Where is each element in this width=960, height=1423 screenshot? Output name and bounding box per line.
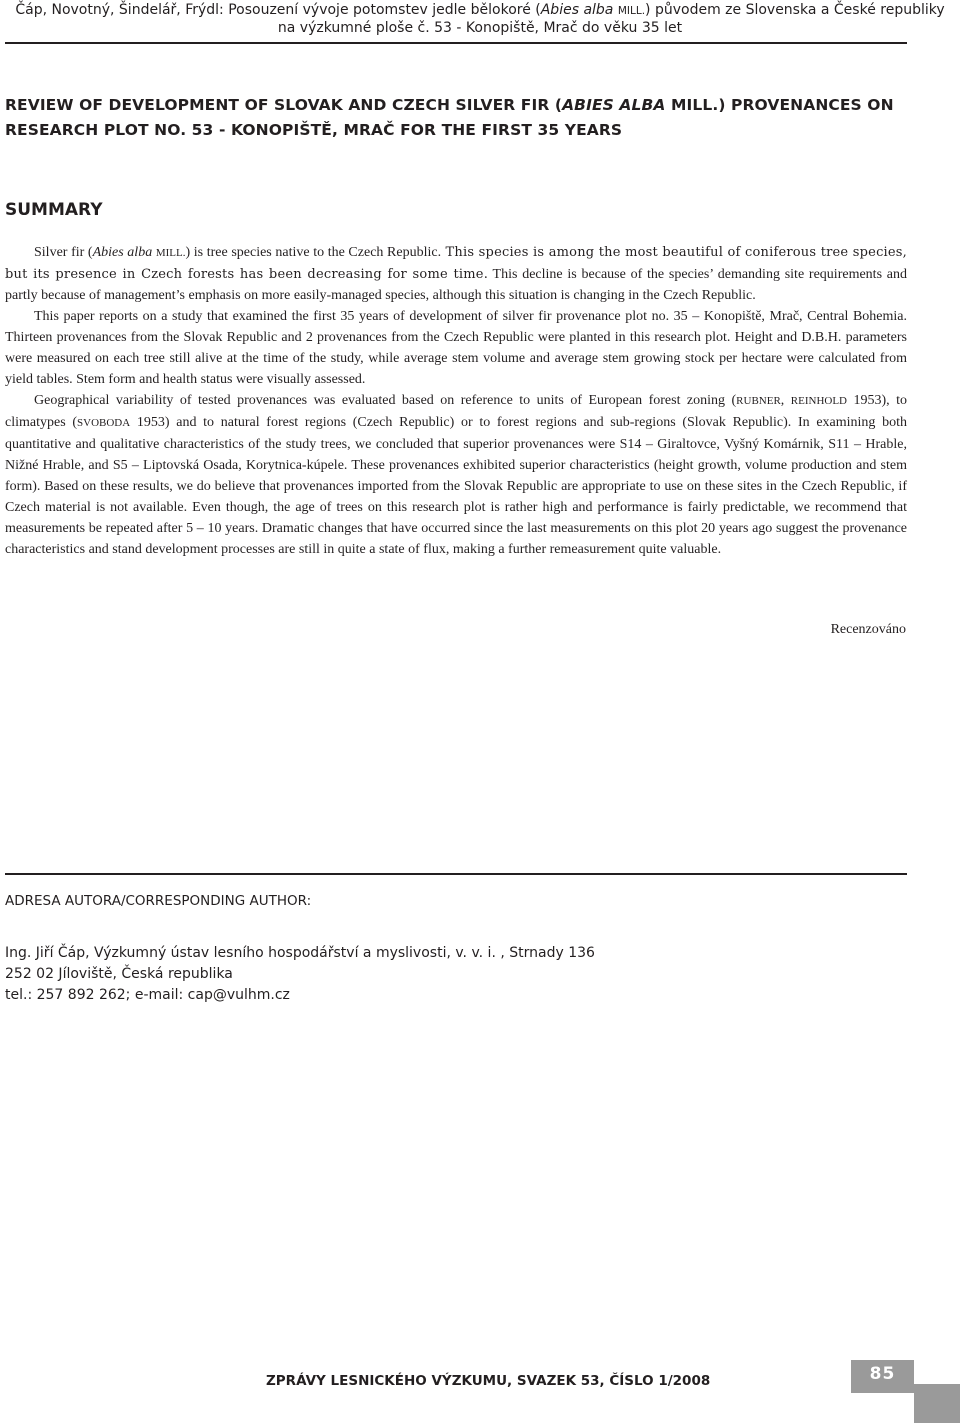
- title-text-end: MILL.) PROVENANCES ON RESEARCH PLOT NO. 53 - KONOPIŠTĚ, MRAČ FOR THE FIRST 35 YEARS: [5, 96, 894, 139]
- summary-paragraph-3: [5, 390, 907, 560]
- header-rule: [5, 42, 907, 44]
- text-run: This decline is because of the species’ demanding site requirements and partly because of management’s emphasis on more easily-managed species, although this situation is changing in the Czech Republic.: [5, 267, 907, 303]
- summary-paragraph-2: This paper reports on a study that examined the first 35 years of development of silver fir provenance plot no. 35 – Konopiště, Mrač, Central Bohemia. Thirteen provenances from the Slovak Republic and 2 provenances from the Czech Republic were planted in this research plot. Height and D.B.H. parameters were measured on each tree still alive at the time of the study, while average stem volume and average stem growing stock per hectare were calculated from yield tables. Stem form and health status were visually assessed.: [5, 309, 907, 387]
- page-number: 85: [869, 1364, 896, 1384]
- page-tab-corner: [914, 1384, 960, 1423]
- author-line-2: 252 02 Jíloviště, Česká republika: [5, 966, 233, 982]
- running-head-species-author: MILL.: [617, 5, 646, 17]
- reviewed-note: Recenzováno: [830, 622, 906, 637]
- text-run: ,: [780, 393, 791, 408]
- author-heading: ADRESA AUTORA/CORRESPONDING AUTHOR:: [5, 893, 312, 909]
- text-run: Silver fir (: [34, 245, 93, 260]
- running-head: [0, 2, 960, 37]
- author-contact: tel.: 257 892 262; e-mail: cap@vulhm.cz: [5, 987, 290, 1003]
- text-run: Geographical variability of tested provenances was evaluated based on reference to units of European forest zoning (: [34, 393, 737, 408]
- journal-footer: ZPRÁVY LESNICKÉHO VÝZKUMU, SVAZEK 53, ČÍSLO 1/2008: [266, 1373, 711, 1389]
- species-author: MILL.: [155, 247, 186, 259]
- text-run: 1953) and to natural forest regions (Czech Republic) or to forest regions and sub-regions (Slovak Republic). In examining both quantitative and qualitative characteristics of the study trees, we concluded that superior provenances were S14 – Giraltovce, Vyšný Komárnik, S11 – Hrable, Nižné Hrable, and S5 – Liptovská Osada, Korytnica-kúpele. These provenances exhibited superior characteristics (height growth, volume production and stem form). Based on these results, we do believe that provenances imported from the Slovak Republic are appropriate to use on these sites in the Czech Republic, if Czech material is not available. Even though, the age of trees on this research plot is rather high and performance is fairly predictable, we recommend that measurements be repeated after 5 – 10 years. Dramatic changes that have occurred since the last measurements on this plot 20 years ago suggest the provenance characteristics and stand development processes are still in quite a state of flux, making a further remeasurement quite valuable.: [5, 415, 907, 557]
- page-tab-gap: [851, 1393, 914, 1423]
- author-rule: [5, 873, 907, 875]
- running-head-text-end: ) původem ze Slovenska a České republiky: [645, 2, 945, 18]
- title-text: REVIEW OF DEVELOPMENT OF SLOVAK AND CZECH SILVER FIR (: [5, 96, 563, 114]
- running-head-species: Abies alba: [540, 2, 614, 18]
- text-run: 1953), to climatypes (: [5, 393, 907, 430]
- running-head-text: Čáp, Novotný, Šindelář, Frýdl: Posouzení vývoje potomstev jedle bělokoré (: [15, 2, 541, 18]
- summary-paragraph-1: [5, 242, 907, 306]
- author-line-1: Ing. Jiří Čáp, Výzkumný ústav lesního hospodářství a myslivosti, v. v. i. , Strnady 136: [5, 945, 595, 961]
- species-name: Abies alba: [92, 245, 153, 260]
- citation-author: RUBNER: [736, 395, 781, 407]
- text-run: This species is among the most beautiful of coniferous tree species, but its presence in Czech forests has been decreasing for some time.: [5, 245, 908, 282]
- summary-body: [5, 242, 907, 560]
- title-species: ABIES ALBA: [562, 96, 666, 114]
- text-run: ) is tree species native to the Czech Republic.: [185, 245, 442, 260]
- page-number-tab: [851, 1360, 960, 1423]
- summary-heading: SUMMARY: [5, 200, 103, 220]
- citation-author: SVOBODA: [77, 417, 131, 429]
- author-address: [5, 943, 595, 1006]
- paper-title: [5, 93, 910, 143]
- running-head-line-1: [0, 2, 960, 20]
- citation-author: REINHOLD: [790, 395, 847, 407]
- running-head-line-2: na výzkumné ploše č. 53 - Konopiště, Mrač do věku 35 let: [277, 20, 683, 36]
